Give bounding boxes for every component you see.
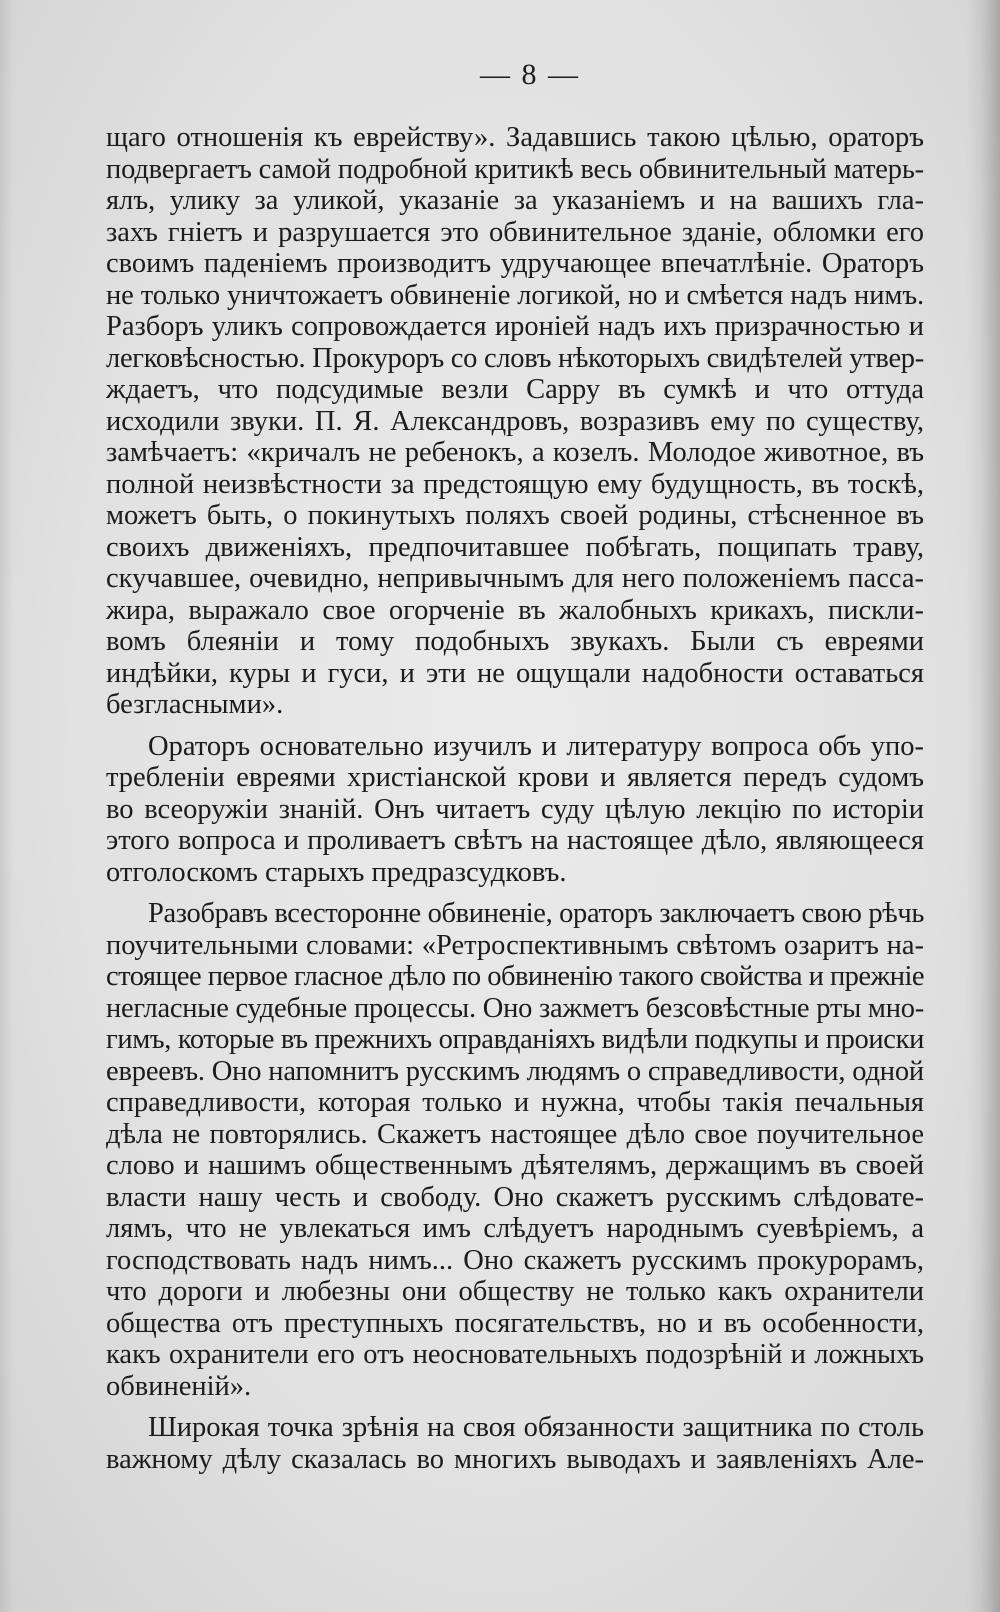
text-line: не только уничтожаетъ обвиненіе логикой, но и смѣется надъ нимъ. (106, 279, 924, 311)
right-edge-shadow (966, 0, 1000, 1612)
text-line: своихъ движеніяхъ, предпочитавшее побѣгать, пощипать траву, (106, 531, 924, 563)
text-line: требленіи евреями христіанской крови и является передъ судомъ (106, 762, 924, 793)
text-line: общества отъ преступныхъ посягательствъ, но и въ особенности, (106, 1307, 924, 1339)
text-line: вомъ блеяніи и тому подобныхъ звукахъ. Были съ евреями (106, 626, 924, 657)
text-line: гимъ, которые въ прежнихъ оправданіяхъ видѣли подкупы и происки (106, 1024, 924, 1055)
text-line: можетъ быть, о покинутыхъ поляхъ своей родины, стѣсненное въ (106, 500, 924, 531)
text-line: скучавшее, очевидно, непривычнымъ для него положеніемъ пасса- (106, 563, 924, 594)
text-line: подвергаетъ самой подробной критикѣ весь обвинительный матерь- (106, 153, 924, 185)
text-line: во всеоружіи знаній. Онъ читаетъ суду цѣлую лекцію по исторіи (106, 793, 924, 825)
text-line: что дороги и любезны они обществу не только какъ охранители (106, 1276, 924, 1307)
text-line: важному дѣлу сказалась во многихъ выводахъ и заявленіяхъ Але- (106, 1443, 924, 1475)
text-line: замѣчаетъ: «кричалъ не ребенокъ, а козелъ. Молодое животное, въ (106, 437, 924, 468)
text-line: обвиненій». (106, 1370, 252, 1402)
paragraph-1 (106, 122, 924, 721)
text-line: слово и нашимъ общественнымъ дѣятелямъ, держащимъ въ своей (106, 1150, 924, 1181)
paragraph-3 (106, 898, 924, 1402)
text-line: безгласными». (106, 689, 284, 720)
text-line: лямъ, что не увлекаться имъ слѣдуетъ народнымъ суевѣріемъ, а (106, 1213, 924, 1244)
text-line: исходили звуки. П. Я. Александровъ, возразивъ ему по существу, (106, 405, 924, 437)
text-line: захъ гніетъ и разрушается это обвинительное зданіе, обломки его (106, 216, 924, 248)
text-line: этого вопроса и проливаетъ свѣтъ на настоящее дѣло, являющееся (106, 825, 924, 856)
text-line: Широкая точка зрѣнія на своя обязанности защитника по столь (148, 1412, 924, 1443)
text-line: ялъ, улику за уликой, указаніе за указаніемъ и на вашихъ гла- (106, 185, 924, 216)
text-line: щаго отношенія къ еврейству». Задавшись такою цѣлью, ораторъ (106, 122, 924, 153)
text-line: поучительными словами: «Ретроспективнымъ свѣтомъ озаритъ на- (106, 929, 924, 961)
text-line: жира, выражало свое огорченіе въ жалобныхъ крикахъ, пискли- (106, 594, 924, 626)
paragraph-4 (106, 1412, 924, 1475)
text-line: евреевъ. Оно напомнитъ русскимъ людямъ о справедливости, одной (106, 1055, 924, 1087)
text-line: господствовать надъ нимъ... Оно скажетъ русскимъ прокурорамъ, (106, 1244, 924, 1276)
text-line: дѣла не повторялись. Скажетъ настоящее дѣло свое поучительное (106, 1118, 924, 1150)
text-line: индѣйки, куры и гуси, и эти не ощущали надобности оставаться (106, 657, 924, 689)
page-number: — 8 — (480, 58, 580, 91)
body-text (106, 122, 924, 1475)
text-line: Разборъ уликъ сопровождается ироніей надъ ихъ призрачностью и (106, 311, 924, 342)
text-line: какъ охранители его отъ неосновательныхъ подозрѣній и ложныхъ (106, 1339, 924, 1370)
paragraph-2 (106, 731, 924, 889)
text-line: отголоскомъ старыхъ предразсудковъ. (106, 856, 567, 888)
left-margin-shadow (0, 0, 14, 1612)
text-line: полной неизвѣстности за предстоящую ему будущность, въ тоскѣ, (106, 468, 924, 500)
text-line: Разобравъ всесторонне обвиненіе, ораторъ заключаетъ свою рѣчь (148, 898, 924, 929)
text-line: стоящее первое гласное дѣло по обвиненію такого свойства и прежніе (106, 961, 924, 992)
text-line: справедливости, которая только и нужна, чтобы такія печальныя (106, 1087, 924, 1118)
text-line: своимъ паденіемъ производитъ удручающее впечатлѣніе. Ораторъ (106, 248, 924, 279)
text-line: Ораторъ основательно изучилъ и литературу вопроса объ упо- (148, 730, 924, 762)
text-line: ждаетъ, что подсудимые везли Сарру въ сумкѣ и что оттуда (106, 374, 924, 405)
text-line: легковѣсностью. Прокуроръ со словъ нѣкоторыхъ свидѣтелей утвер- (106, 342, 924, 374)
text-line: негласные судебные процессы. Оно зажметъ безсовѣстные рты мно- (106, 992, 924, 1024)
text-line: власти нашу честь и свободу. Оно скажетъ русскимъ слѣдовате- (106, 1181, 924, 1213)
